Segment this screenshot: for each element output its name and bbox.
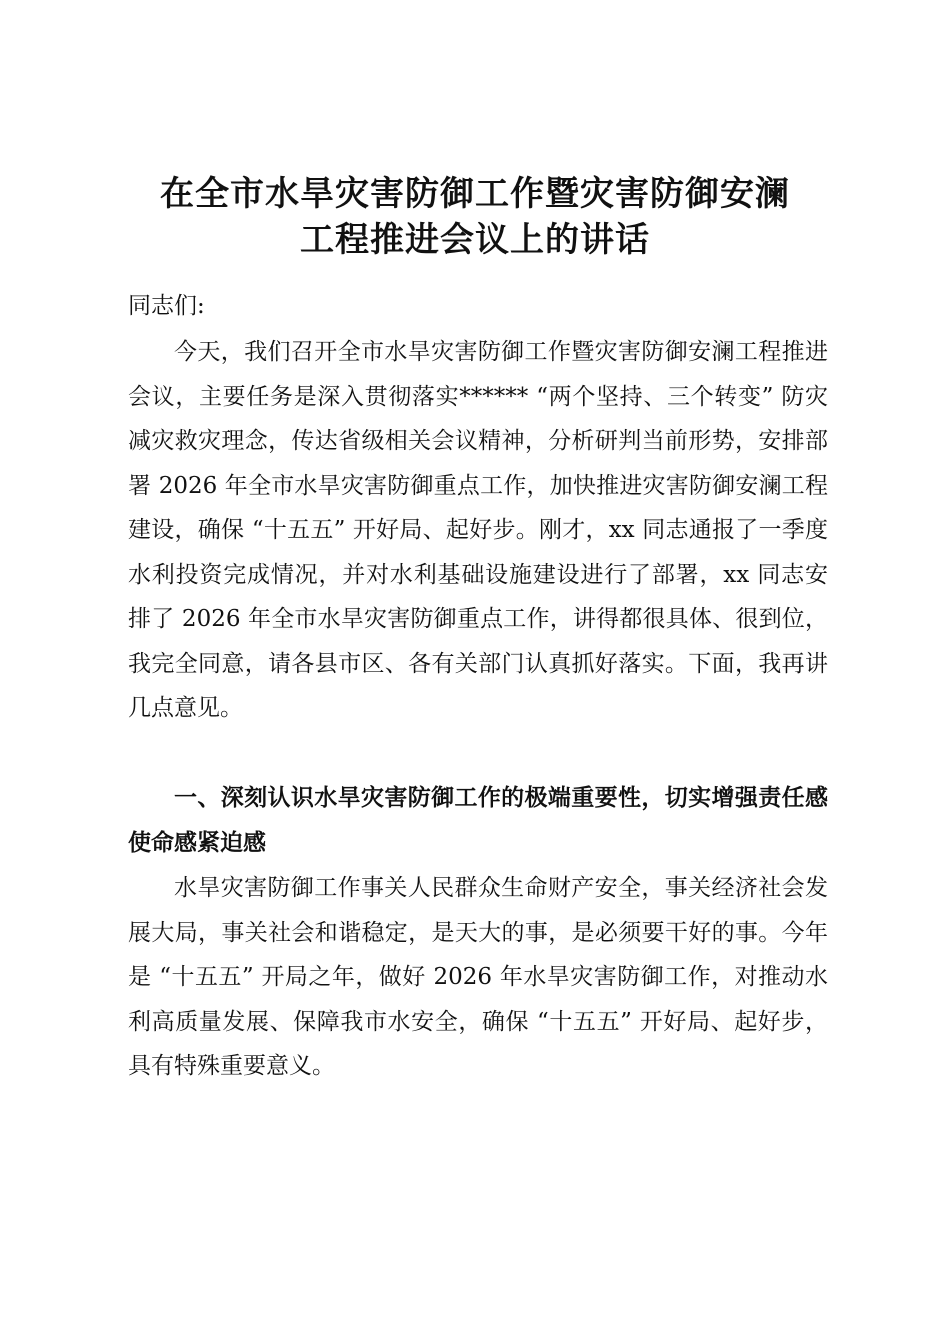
document-title-line-2: 工程推进会议上的讲话	[300, 220, 650, 260]
section-heading-1: 一、深刻认识水旱灾害防御工作的极端重要性，切实增强责任感使命感紧迫感	[128, 785, 828, 856]
document-title-line-1: 在全市水旱灾害防御工作暨灾害防御安澜	[160, 174, 790, 214]
paragraph-intro: 今天，我们召开全市水旱灾害防御工作暨灾害防御安澜工程推进会议，主要任务是深入贯彻落实****** “两个坚持、三个转变” 防灾减灾救灾理念，传达省级相关会议精神，分析研判当前形势，安排部署 2026 年全市水旱灾害防御重点工作，加快推进灾害防御安澜工程建设，确保 “十五五” 开好局、起好步。刚才，xx 同志通报了一季度水利投资完成情况，并对水利基础设施建设进行了部署，xx 同志安排了 2026 年全市水旱灾害防御重点工作，讲得都很具体、很到位，我完全同意，请各县市区、各有关部门认真抓好落实。下面，我再讲几点意见。	[128, 339, 828, 721]
paragraph-section-1: 水旱灾害防御工作事关人民群众生命财产安全，事关经济社会发展大局，事关社会和谐稳定，是天大的事，是必须要干好的事。今年是 “十五五” 开局之年，做好 2026 年水旱灾害防御工作，对推动水利高质量发展、保障我市水安全，确保 “十五五” 开好局、起好步，具有特殊重要意义。	[128, 875, 828, 1079]
greeting: 同志们:	[128, 293, 205, 319]
